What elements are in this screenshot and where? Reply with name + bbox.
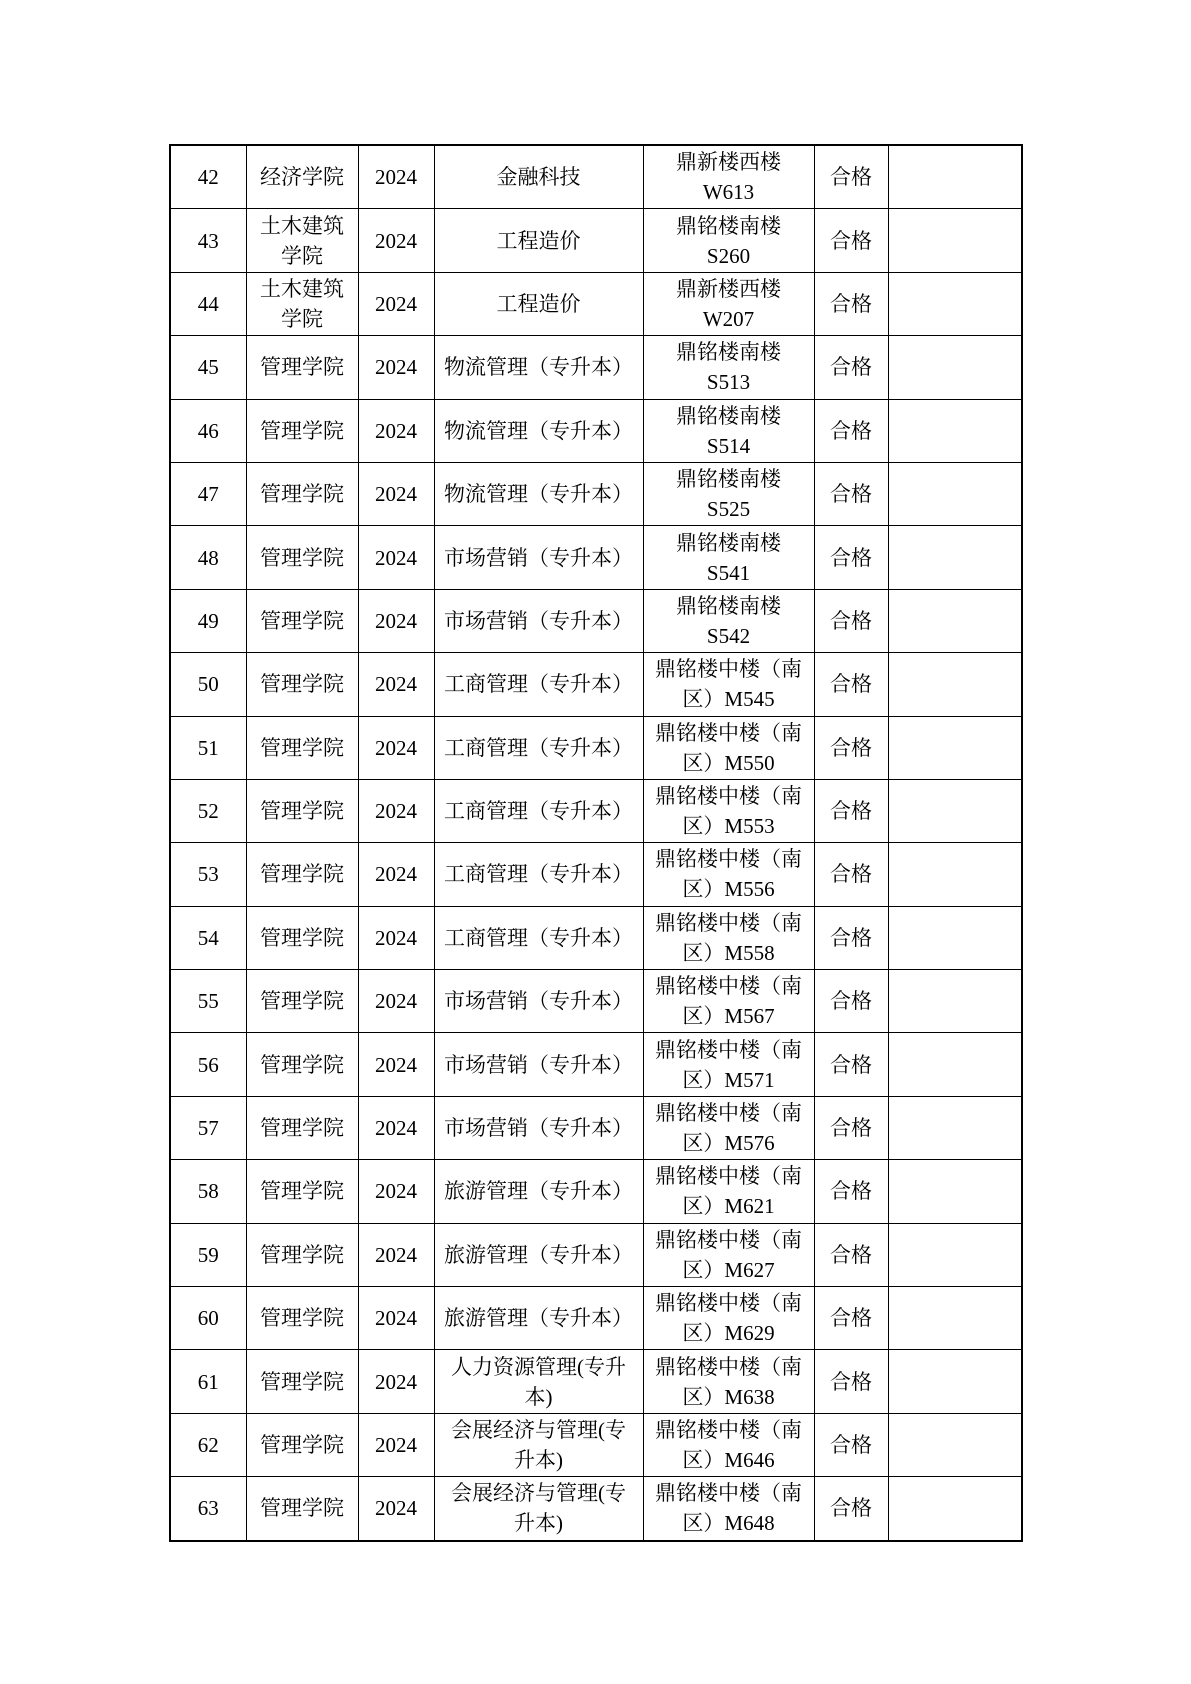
cell-college: 管理学院 — [246, 779, 358, 842]
table-row — [170, 970, 1022, 1033]
table-row — [170, 1223, 1022, 1286]
cell-year: 2024 — [358, 1477, 434, 1541]
cell-no: 63 — [170, 1477, 246, 1541]
cell-room: 鼎铭楼中楼（南 区）M638 — [643, 1350, 814, 1413]
cell-status: 合格 — [814, 1223, 888, 1286]
cell-room: 鼎铭楼南楼 S541 — [643, 526, 814, 589]
cell-college: 管理学院 — [246, 1033, 358, 1096]
cell-college: 管理学院 — [246, 462, 358, 525]
table-row — [170, 906, 1022, 969]
table-row — [170, 462, 1022, 525]
cell-extra — [888, 145, 1022, 209]
cell-room: 鼎铭楼南楼 S514 — [643, 399, 814, 462]
cell-extra — [888, 779, 1022, 842]
cell-year: 2024 — [358, 970, 434, 1033]
cell-year: 2024 — [358, 1413, 434, 1476]
cell-room: 鼎铭楼南楼 S513 — [643, 336, 814, 399]
cell-college: 土木建筑 学院 — [246, 209, 358, 272]
cell-college: 管理学院 — [246, 1096, 358, 1159]
cell-major: 旅游管理（专升本） — [434, 1287, 643, 1350]
cell-year: 2024 — [358, 716, 434, 779]
cell-major: 工商管理（专升本） — [434, 653, 643, 716]
cell-room: 鼎铭楼中楼（南 区）M576 — [643, 1096, 814, 1159]
cell-room: 鼎铭楼中楼（南 区）M648 — [643, 1477, 814, 1541]
cell-college: 土木建筑 学院 — [246, 272, 358, 335]
cell-college: 经济学院 — [246, 145, 358, 209]
cell-year: 2024 — [358, 526, 434, 589]
cell-college: 管理学院 — [246, 1413, 358, 1476]
table-row — [170, 1033, 1022, 1096]
table-row — [170, 336, 1022, 399]
cell-no: 51 — [170, 716, 246, 779]
cell-no: 59 — [170, 1223, 246, 1286]
cell-college: 管理学院 — [246, 716, 358, 779]
table-row — [170, 145, 1022, 209]
cell-extra — [888, 526, 1022, 589]
cell-status: 合格 — [814, 1413, 888, 1476]
cell-major: 人力资源管理(专升 本) — [434, 1350, 643, 1413]
cell-room: 鼎铭楼南楼 S525 — [643, 462, 814, 525]
cell-year: 2024 — [358, 462, 434, 525]
cell-no: 42 — [170, 145, 246, 209]
table-row — [170, 1413, 1022, 1476]
cell-college: 管理学院 — [246, 653, 358, 716]
cell-college: 管理学院 — [246, 970, 358, 1033]
cell-no: 49 — [170, 589, 246, 652]
cell-major: 工商管理（专升本） — [434, 779, 643, 842]
cell-no: 60 — [170, 1287, 246, 1350]
cell-extra — [888, 970, 1022, 1033]
cell-major: 物流管理（专升本） — [434, 336, 643, 399]
cell-major: 物流管理（专升本） — [434, 399, 643, 462]
cell-status: 合格 — [814, 399, 888, 462]
table-row — [170, 1350, 1022, 1413]
cell-major: 金融科技 — [434, 145, 643, 209]
cell-major: 市场营销（专升本） — [434, 526, 643, 589]
cell-extra — [888, 1413, 1022, 1476]
cell-status: 合格 — [814, 1033, 888, 1096]
table-row — [170, 1477, 1022, 1541]
cell-major: 旅游管理（专升本） — [434, 1160, 643, 1223]
cell-no: 50 — [170, 653, 246, 716]
cell-room: 鼎新楼西楼 W613 — [643, 145, 814, 209]
cell-status: 合格 — [814, 906, 888, 969]
cell-major: 旅游管理（专升本） — [434, 1223, 643, 1286]
cell-major: 会展经济与管理(专 升本) — [434, 1413, 643, 1476]
cell-status: 合格 — [814, 970, 888, 1033]
cell-year: 2024 — [358, 399, 434, 462]
cell-status: 合格 — [814, 1160, 888, 1223]
cell-no: 48 — [170, 526, 246, 589]
table-row — [170, 526, 1022, 589]
cell-major: 市场营销（专升本） — [434, 1096, 643, 1159]
cell-extra — [888, 1350, 1022, 1413]
cell-no: 52 — [170, 779, 246, 842]
cell-extra — [888, 906, 1022, 969]
cell-college: 管理学院 — [246, 399, 358, 462]
cell-room: 鼎铭楼中楼（南 区）M545 — [643, 653, 814, 716]
cell-college: 管理学院 — [246, 843, 358, 906]
cell-status: 合格 — [814, 209, 888, 272]
table-row — [170, 653, 1022, 716]
cell-no: 53 — [170, 843, 246, 906]
cell-college: 管理学院 — [246, 1160, 358, 1223]
cell-no: 61 — [170, 1350, 246, 1413]
table-row — [170, 779, 1022, 842]
cell-status: 合格 — [814, 336, 888, 399]
cell-extra — [888, 1223, 1022, 1286]
cell-status: 合格 — [814, 589, 888, 652]
cell-year: 2024 — [358, 1223, 434, 1286]
cell-room: 鼎铭楼中楼（南 区）M571 — [643, 1033, 814, 1096]
cell-extra — [888, 1477, 1022, 1541]
cell-no: 57 — [170, 1096, 246, 1159]
cell-extra — [888, 272, 1022, 335]
table-row — [170, 272, 1022, 335]
cell-extra — [888, 336, 1022, 399]
cell-status: 合格 — [814, 779, 888, 842]
table-row — [170, 589, 1022, 652]
cell-status: 合格 — [814, 653, 888, 716]
cell-major: 工商管理（专升本） — [434, 716, 643, 779]
cell-year: 2024 — [358, 653, 434, 716]
cell-no: 62 — [170, 1413, 246, 1476]
cell-room: 鼎铭楼中楼（南 区）M629 — [643, 1287, 814, 1350]
cell-status: 合格 — [814, 1350, 888, 1413]
cell-extra — [888, 716, 1022, 779]
cell-room: 鼎铭楼中楼（南 区）M553 — [643, 779, 814, 842]
cell-year: 2024 — [358, 589, 434, 652]
cell-extra — [888, 462, 1022, 525]
cell-college: 管理学院 — [246, 1477, 358, 1541]
cell-no: 58 — [170, 1160, 246, 1223]
cell-college: 管理学院 — [246, 906, 358, 969]
cell-extra — [888, 1096, 1022, 1159]
cell-no: 44 — [170, 272, 246, 335]
cell-college: 管理学院 — [246, 1350, 358, 1413]
cell-room: 鼎铭楼中楼（南 区）M627 — [643, 1223, 814, 1286]
cell-status: 合格 — [814, 462, 888, 525]
cell-college: 管理学院 — [246, 589, 358, 652]
cell-major: 工程造价 — [434, 272, 643, 335]
cell-year: 2024 — [358, 1350, 434, 1413]
table-row — [170, 209, 1022, 272]
cell-major: 市场营销（专升本） — [434, 1033, 643, 1096]
table-row — [170, 716, 1022, 779]
cell-no: 55 — [170, 970, 246, 1033]
cell-extra — [888, 653, 1022, 716]
cell-extra — [888, 1160, 1022, 1223]
cell-extra — [888, 209, 1022, 272]
cell-status: 合格 — [814, 1096, 888, 1159]
cell-status: 合格 — [814, 272, 888, 335]
cell-year: 2024 — [358, 272, 434, 335]
cell-year: 2024 — [358, 336, 434, 399]
cell-college: 管理学院 — [246, 336, 358, 399]
cell-no: 56 — [170, 1033, 246, 1096]
cell-college: 管理学院 — [246, 1287, 358, 1350]
exam-schedule-table — [169, 144, 1023, 1542]
cell-status: 合格 — [814, 716, 888, 779]
table-row — [170, 399, 1022, 462]
cell-room: 鼎铭楼南楼 S260 — [643, 209, 814, 272]
cell-status: 合格 — [814, 843, 888, 906]
cell-status: 合格 — [814, 1477, 888, 1541]
cell-year: 2024 — [358, 1033, 434, 1096]
cell-room: 鼎铭楼中楼（南 区）M550 — [643, 716, 814, 779]
cell-room: 鼎铭楼中楼（南 区）M621 — [643, 1160, 814, 1223]
cell-room: 鼎铭楼中楼（南 区）M567 — [643, 970, 814, 1033]
table-body — [170, 145, 1022, 1541]
cell-extra — [888, 1033, 1022, 1096]
cell-major: 工商管理（专升本） — [434, 843, 643, 906]
cell-extra — [888, 399, 1022, 462]
cell-no: 45 — [170, 336, 246, 399]
table-row — [170, 1096, 1022, 1159]
cell-no: 46 — [170, 399, 246, 462]
cell-year: 2024 — [358, 906, 434, 969]
cell-year: 2024 — [358, 1287, 434, 1350]
cell-room: 鼎铭楼南楼 S542 — [643, 589, 814, 652]
table-row — [170, 843, 1022, 906]
cell-year: 2024 — [358, 209, 434, 272]
cell-major: 工程造价 — [434, 209, 643, 272]
cell-year: 2024 — [358, 1160, 434, 1223]
table-row — [170, 1160, 1022, 1223]
cell-room: 鼎铭楼中楼（南 区）M556 — [643, 843, 814, 906]
cell-extra — [888, 1287, 1022, 1350]
cell-college: 管理学院 — [246, 1223, 358, 1286]
cell-status: 合格 — [814, 145, 888, 209]
cell-year: 2024 — [358, 843, 434, 906]
cell-major: 市场营销（专升本） — [434, 970, 643, 1033]
table-row — [170, 1287, 1022, 1350]
cell-room: 鼎新楼西楼 W207 — [643, 272, 814, 335]
cell-room: 鼎铭楼中楼（南 区）M646 — [643, 1413, 814, 1476]
cell-major: 物流管理（专升本） — [434, 462, 643, 525]
cell-extra — [888, 589, 1022, 652]
cell-major: 工商管理（专升本） — [434, 906, 643, 969]
cell-status: 合格 — [814, 1287, 888, 1350]
cell-no: 43 — [170, 209, 246, 272]
cell-room: 鼎铭楼中楼（南 区）M558 — [643, 906, 814, 969]
cell-year: 2024 — [358, 779, 434, 842]
cell-year: 2024 — [358, 145, 434, 209]
cell-no: 47 — [170, 462, 246, 525]
cell-extra — [888, 843, 1022, 906]
cell-college: 管理学院 — [246, 526, 358, 589]
cell-major: 会展经济与管理(专 升本) — [434, 1477, 643, 1541]
cell-status: 合格 — [814, 526, 888, 589]
cell-no: 54 — [170, 906, 246, 969]
cell-year: 2024 — [358, 1096, 434, 1159]
cell-major: 市场营销（专升本） — [434, 589, 643, 652]
